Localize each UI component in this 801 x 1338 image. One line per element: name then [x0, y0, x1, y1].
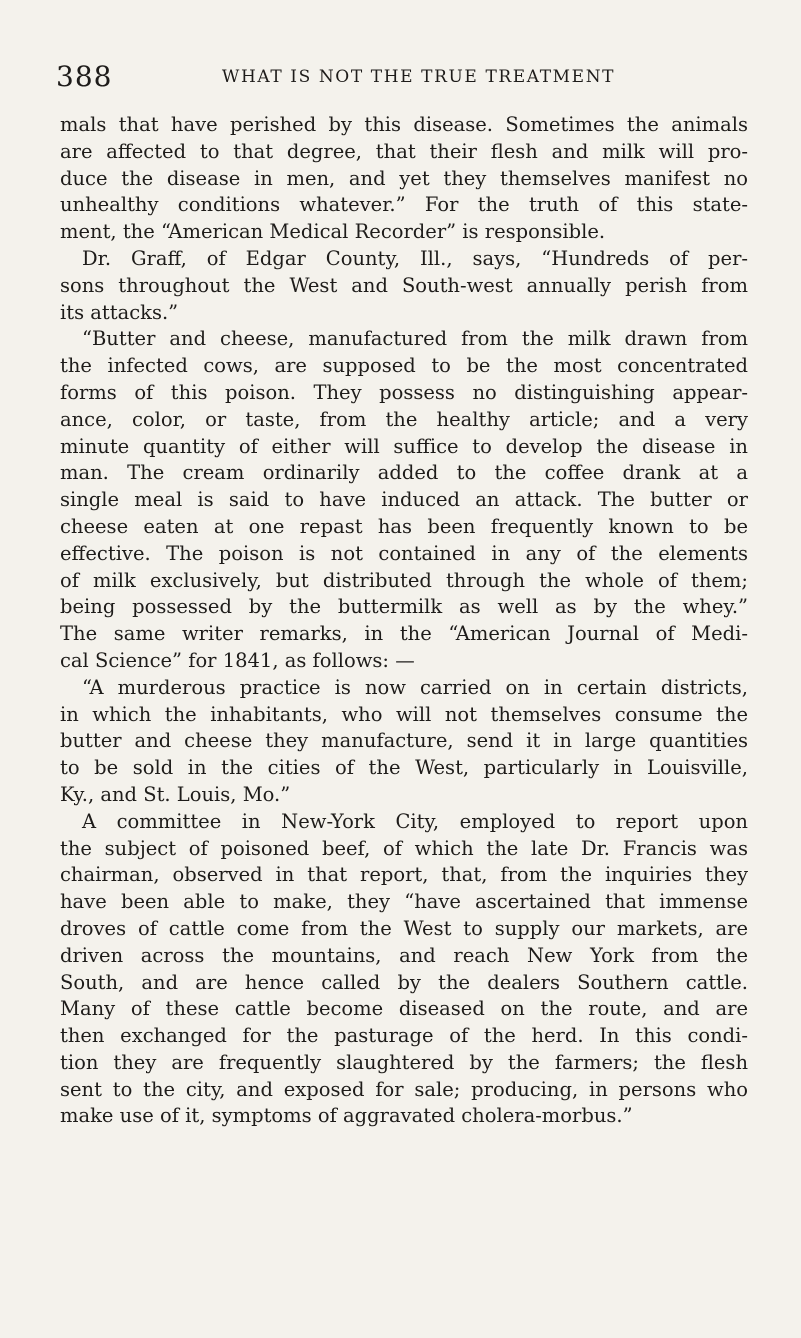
text-line: cal Science” for 1841, as follows: — [60, 648, 415, 672]
text-line: then exchanged for the pasturage of the herd. In this condi- [60, 1024, 748, 1048]
text-line: being possessed by the buttermilk as well as by the whey.” [60, 595, 748, 619]
page-number: 388 [56, 60, 113, 93]
body-text [60, 112, 748, 1130]
text-line: cheese eaten at one repast has been frequently known to be [60, 514, 748, 538]
text-line: make use of it, symptoms of aggravated cholera-morbus.” [60, 1104, 633, 1128]
text-line: single meal is said to have induced an attack. The butter or [60, 488, 748, 512]
text-line: “Butter and cheese, manufactured from the milk drawn from [82, 327, 748, 351]
text-line: Many of these cattle become diseased on the route, and are [60, 997, 748, 1021]
text-line: droves of cattle come from the West to supply our markets, are [60, 916, 748, 940]
text-line: ment, the “American Medical Recorder” is responsible. [60, 220, 606, 244]
text-line: unhealthy conditions whatever.” For the truth of this state- [60, 193, 748, 217]
text-line: South, and are hence called by the dealers Southern cattle. [60, 970, 748, 994]
text-line: Ky., and St. Louis, Mo.” [60, 782, 291, 806]
text-line: Dr. Graff, of Edgar County, Ill., says, “Hundreds of per- [82, 246, 748, 270]
text-line: mals that have perished by this disease. Sometimes the animals [60, 113, 748, 136]
text-line: are affected to that degree, that their flesh and milk will pro- [60, 139, 748, 163]
text-line: man. The cream ordinarily added to the coffee drank at a [60, 461, 748, 485]
text-line: of milk exclusively, but distributed through the whole of them; [60, 568, 748, 592]
text-line: tion they are frequently slaughtered by the farmers; the flesh [60, 1050, 748, 1074]
running-head [56, 60, 741, 93]
running-title: WHAT IS NOT THE TRUE TREATMENT [221, 67, 616, 87]
text-line: driven across the mountains, and reach New York from the [60, 943, 748, 967]
text-line: effective. The poison is not contained in any of the elements [60, 541, 748, 565]
text-line: The same writer remarks, in the “American Journal of Medi- [60, 622, 748, 646]
text-line: sons throughout the West and South-west annually perish from [60, 273, 748, 297]
text-line: sent to the city, and exposed for sale; producing, in persons who [60, 1077, 748, 1101]
text-line: forms of this poison. They possess no distinguishing appear- [60, 380, 748, 404]
text-line: butter and cheese they manufacture, send it in large quantities [60, 729, 748, 753]
text-line: duce the disease in men, and yet they themselves manifest no [60, 166, 748, 190]
text-line: A committee in New-York City, employed to report upon [82, 809, 748, 833]
text-line: ance, color, or taste, from the healthy article; and a very [60, 407, 748, 431]
text-line: have been able to make, they “have ascertained that immense [60, 890, 748, 914]
text-line: “A murderous practice is now carried on in certain districts, [82, 675, 748, 699]
text-line: in which the inhabitants, who will not themselves consume the [60, 702, 748, 726]
text-line: its attacks.” [60, 300, 179, 324]
text-line: the infected cows, are supposed to be the most concentrated [60, 354, 748, 378]
text-line: chairman, observed in that report, that, from the inquiries they [60, 863, 748, 887]
text-line: minute quantity of either will suffice to develop the disease in [60, 434, 748, 458]
text-line: to be sold in the cities of the West, particularly in Louisville, [60, 756, 748, 780]
text-line: the subject of poisoned beef, of which the late Dr. Francis was [60, 836, 748, 860]
